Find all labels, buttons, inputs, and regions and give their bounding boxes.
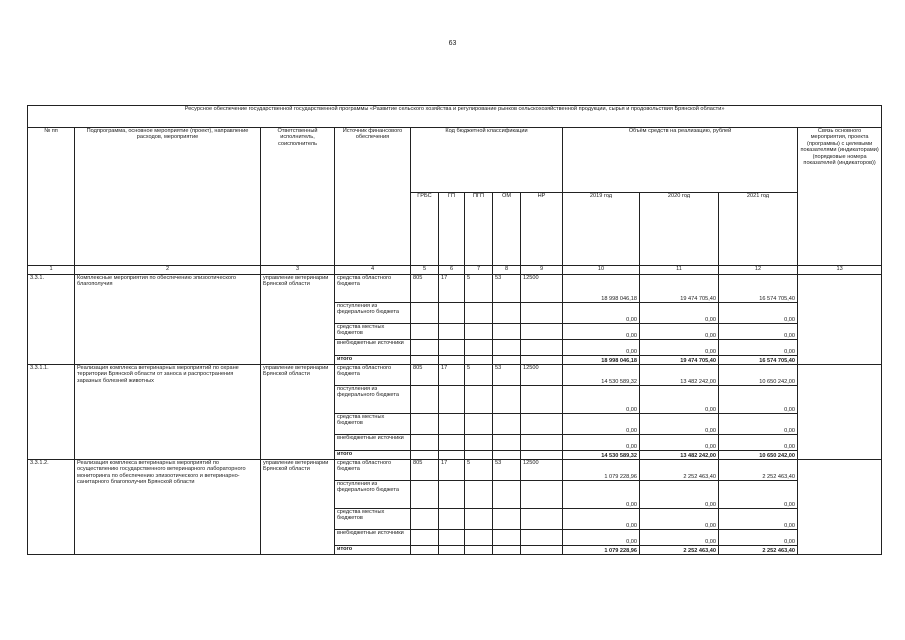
- col-number: 3: [261, 266, 335, 275]
- total-2020: 13 482 242,00: [640, 451, 719, 460]
- total-2019: 18 998 046,18: [563, 356, 640, 365]
- table-caption: Ресурсное обеспечение государственной государственной программы «Развитие сельского хозяйства и регулирование рынков сельскохозяйственной продукции, сырья и продовольствия Брянской области»: [28, 106, 882, 128]
- code-gp: 17: [439, 365, 465, 386]
- code-grbs: 805: [411, 460, 439, 481]
- total-2021: 16 574 705,40: [719, 356, 798, 365]
- code-pgp: 5: [465, 460, 493, 481]
- header-gp: ГП: [439, 193, 465, 266]
- source-extra: внебюджетные источники: [335, 435, 411, 451]
- value-2020: 19 474 705,40: [640, 275, 719, 303]
- value-2020: 0,00: [640, 435, 719, 451]
- value-2021: 0,00: [719, 386, 798, 414]
- source-total: итого: [335, 451, 411, 460]
- value-2020: 2 252 463,40: [640, 460, 719, 481]
- header-pgp: ПГП: [465, 193, 493, 266]
- source-regional: средства областного бюджета: [335, 460, 411, 481]
- value-2019: 18 998 046,18: [563, 275, 640, 303]
- source-local: средства местных бюджетов: [335, 414, 411, 435]
- caption-row: [28, 106, 882, 128]
- header-source: Источник финансового обеспечения: [335, 128, 411, 266]
- col-number: 6: [439, 266, 465, 275]
- value-2019: 0,00: [563, 414, 640, 435]
- value-2019: 0,00: [563, 530, 640, 546]
- source-total: итого: [335, 356, 411, 365]
- col-number: 1: [28, 266, 75, 275]
- header-budget-code: Код бюджетной классификации: [411, 128, 563, 193]
- item-executor: управление ветеринарии Брянской области: [261, 275, 335, 365]
- header-2019: 2019 год: [563, 193, 640, 266]
- value-2019: 0,00: [563, 481, 640, 509]
- header-2021: 2021 год: [719, 193, 798, 266]
- value-2019: 14 530 589,32: [563, 365, 640, 386]
- source-extra: внебюджетные источники: [335, 340, 411, 356]
- value-2020: 0,00: [640, 414, 719, 435]
- value-2021: 0,00: [719, 481, 798, 509]
- header-num: № пп: [28, 128, 75, 266]
- header-row: [28, 128, 882, 193]
- page-number: 63: [448, 40, 457, 47]
- source-regional: средства областного бюджета: [335, 365, 411, 386]
- item-name: Комплексные мероприятия по обеспечению эпизоотического благополучия: [75, 275, 261, 365]
- value-2019: 0,00: [563, 303, 640, 324]
- code-nr: 12500: [521, 365, 563, 386]
- value-2021: 0,00: [719, 324, 798, 340]
- col-number: 9: [521, 266, 563, 275]
- value-2020: 0,00: [640, 481, 719, 509]
- code-nr: 12500: [521, 275, 563, 303]
- value-2020: 0,00: [640, 386, 719, 414]
- value-2021: 2 252 463,40: [719, 460, 798, 481]
- total-2020: 2 252 463,40: [640, 546, 719, 555]
- code-om: 53: [493, 365, 521, 386]
- item-link: [798, 365, 882, 460]
- code-grbs: 805: [411, 275, 439, 303]
- table-row: [28, 460, 882, 481]
- item-link: [798, 460, 882, 555]
- col-number: 8: [493, 266, 521, 275]
- col-number: 11: [640, 266, 719, 275]
- value-2019: 0,00: [563, 386, 640, 414]
- value-2019: 0,00: [563, 340, 640, 356]
- col-number: 4: [335, 266, 411, 275]
- table-row: [28, 365, 882, 386]
- item-number: 3.3.1.: [28, 275, 75, 365]
- code-om: 53: [493, 460, 521, 481]
- code-grbs: 805: [411, 365, 439, 386]
- item-name: Реализация комплекса ветеринарных мероприятий по осуществлению государственного ветеринарного лабораторного мониторинга по обеспечению эпизоотического и ветеринарно-санитарного благополучия Брянской области: [75, 460, 261, 555]
- table-row: [28, 275, 882, 303]
- item-number: 3.3.1.1.: [28, 365, 75, 460]
- value-2019: 0,00: [563, 324, 640, 340]
- item-executor: управление ветеринарии Брянской области: [261, 460, 335, 555]
- code-pgp: 5: [465, 275, 493, 303]
- value-2021: 0,00: [719, 509, 798, 530]
- item-link: [798, 275, 882, 365]
- header-subprogram: Подпрограмма, основное мероприятие (проект), направление расходов, мероприятие: [75, 128, 261, 266]
- value-2020: 0,00: [640, 509, 719, 530]
- value-2021: 0,00: [719, 414, 798, 435]
- total-2019: 14 530 589,32: [563, 451, 640, 460]
- value-2020: 0,00: [640, 340, 719, 356]
- code-gp: 17: [439, 460, 465, 481]
- header-link: Связь основного мероприятия, проекта (программы) с целевыми показателями (индикаторами) (порядковые номера показателей (индикаторов)): [798, 128, 882, 266]
- source-federal: поступления из федерального бюджета: [335, 386, 411, 414]
- value-2019: 0,00: [563, 435, 640, 451]
- source-federal: поступления из федерального бюджета: [335, 303, 411, 324]
- total-2020: 19 474 705,40: [640, 356, 719, 365]
- item-number: 3.3.1.2.: [28, 460, 75, 555]
- value-2021: 0,00: [719, 435, 798, 451]
- value-2020: 13 482 242,00: [640, 365, 719, 386]
- code-pgp: 5: [465, 365, 493, 386]
- code-nr: 12500: [521, 460, 563, 481]
- total-2019: 1 079 228,96: [563, 546, 640, 555]
- header-nr: НР: [521, 193, 563, 266]
- source-local: средства местных бюджетов: [335, 324, 411, 340]
- col-number: 5: [411, 266, 439, 275]
- col-number: 2: [75, 266, 261, 275]
- source-federal: поступления из федерального бюджета: [335, 481, 411, 509]
- total-2021: 2 252 463,40: [719, 546, 798, 555]
- item-name: Реализация комплекса ветеринарных мероприятий по охране территории Брянской области от заноса и распространения заразных болезней животных: [75, 365, 261, 460]
- value-2021: 10 650 242,00: [719, 365, 798, 386]
- source-regional: средства областного бюджета: [335, 275, 411, 303]
- value-2021: 16 574 705,40: [719, 275, 798, 303]
- value-2020: 0,00: [640, 324, 719, 340]
- header-executor: Ответственный исполнитель, соисполнитель: [261, 128, 335, 266]
- column-numbers-row: [28, 266, 882, 275]
- value-2019: 0,00: [563, 509, 640, 530]
- value-2021: 0,00: [719, 303, 798, 324]
- source-total: итого: [335, 546, 411, 555]
- col-number: 7: [465, 266, 493, 275]
- value-2021: 0,00: [719, 340, 798, 356]
- header-volume: Объём средств на реализацию, рублей: [563, 128, 798, 193]
- item-executor: управление ветеринарии Брянской области: [261, 365, 335, 460]
- value-2020: 0,00: [640, 303, 719, 324]
- col-number: 13: [798, 266, 882, 275]
- source-extra: внебюджетные источники: [335, 530, 411, 546]
- total-2021: 10 650 242,00: [719, 451, 798, 460]
- col-number: 10: [563, 266, 640, 275]
- code-gp: 17: [439, 275, 465, 303]
- source-local: средства местных бюджетов: [335, 509, 411, 530]
- header-grbs: ГРБС: [411, 193, 439, 266]
- header-om: ОМ: [493, 193, 521, 266]
- value-2019: 1 079 228,96: [563, 460, 640, 481]
- value-2020: 0,00: [640, 530, 719, 546]
- resource-table: [27, 105, 882, 555]
- code-om: 53: [493, 275, 521, 303]
- col-number: 12: [719, 266, 798, 275]
- header-2020: 2020 год: [640, 193, 719, 266]
- value-2021: 0,00: [719, 530, 798, 546]
